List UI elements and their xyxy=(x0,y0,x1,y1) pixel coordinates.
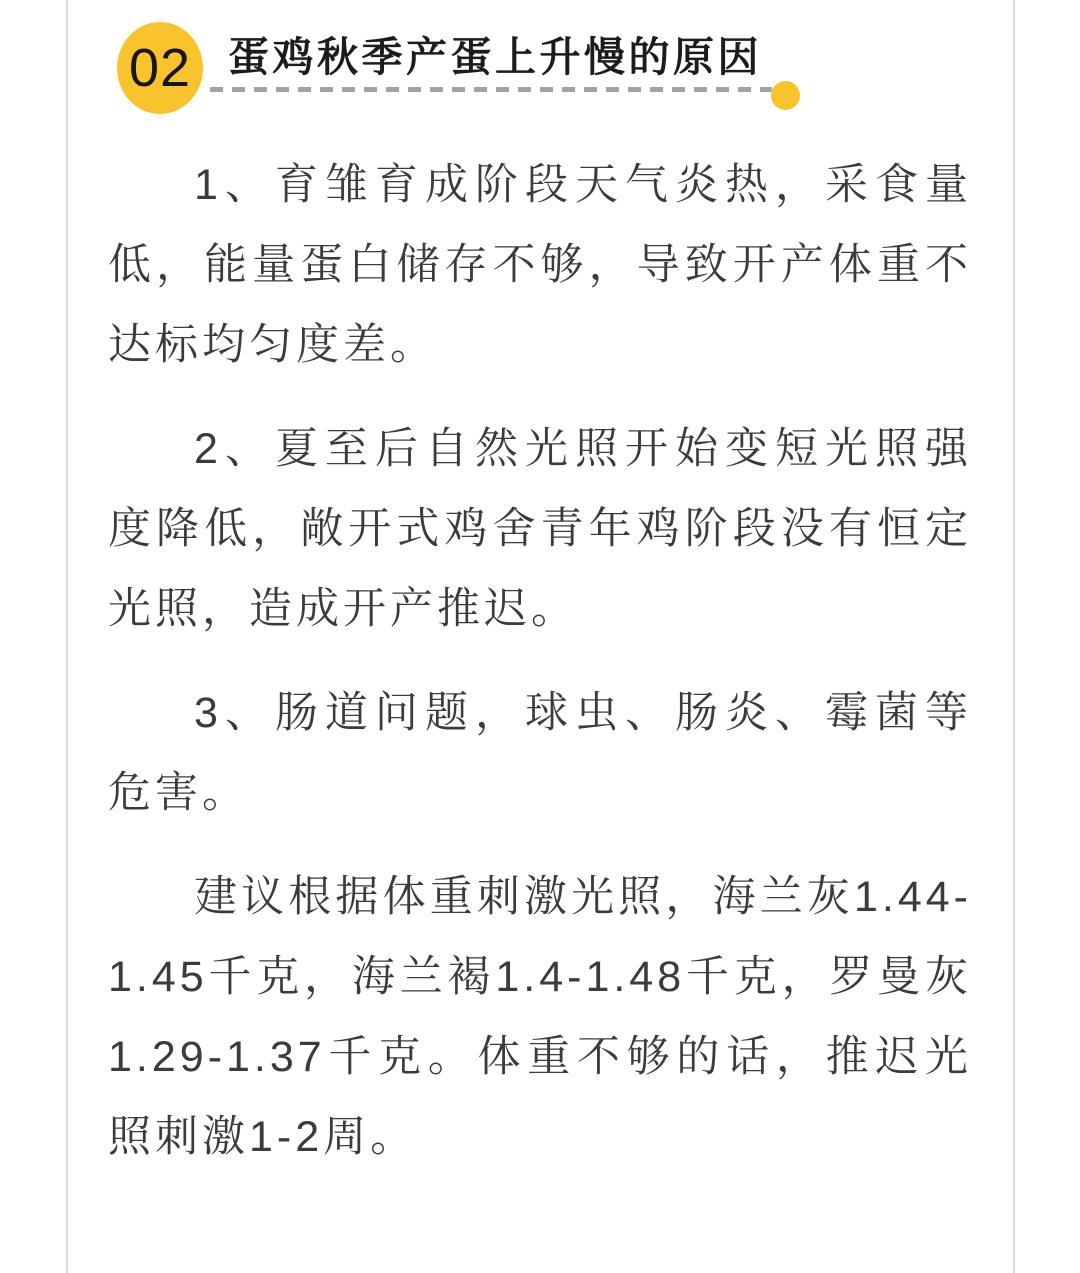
section-title: 蛋鸡秋季产蛋上升慢的原因 xyxy=(228,34,762,80)
paragraph-reason-3: 3、肠道问题，球虫、肠炎、霉菌等危害。 xyxy=(108,689,972,817)
paragraph-suggestion: 建议根据体重刺激光照，海兰灰1.44-1.45千克，海兰褐1.4-1.48千克，罗曼灰1.29-1.37千克。体重不够的话，推迟光照刺激1-2周。 xyxy=(108,873,972,1161)
paragraph-reason-2: 2、夏至后自然光照开始变短光照强度降低，敞开式鸡舍青年鸡阶段没有恒定光照，造成开产推迟。 xyxy=(108,425,972,633)
dashed-underline xyxy=(210,87,772,92)
section-number: 02 xyxy=(128,38,192,98)
article-card xyxy=(66,0,1015,1273)
paragraph-reason-1: 1、育雏育成阶段天气炎热，采食量低，能量蛋白储存不够，导致开产体重不达标均匀度差。 xyxy=(108,161,972,369)
section-number-badge xyxy=(117,22,203,114)
article-body xyxy=(108,145,972,1201)
yellow-dot-icon xyxy=(771,81,800,110)
